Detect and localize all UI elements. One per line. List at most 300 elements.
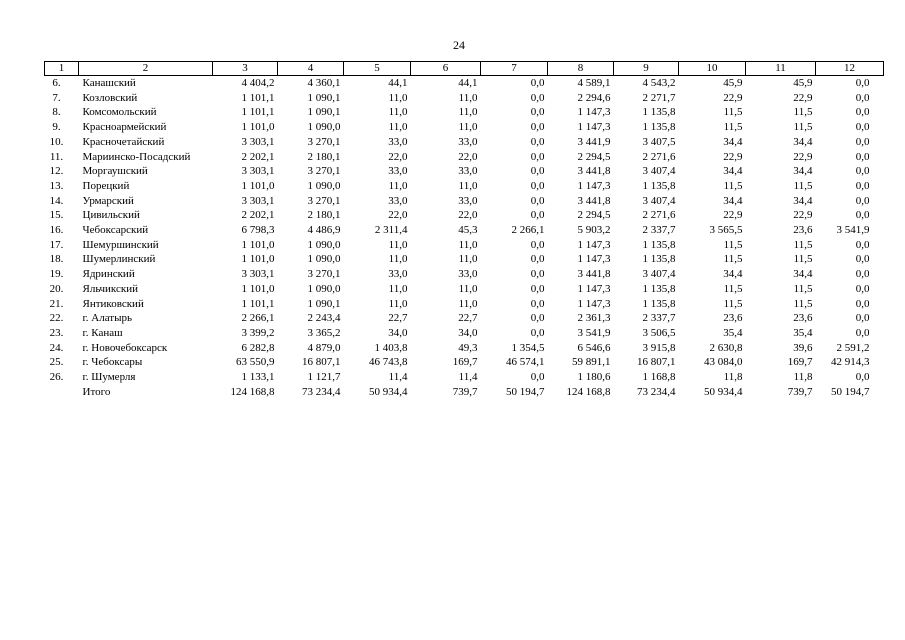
table-row — [45, 311, 884, 326]
value-cell: 11,0 — [458, 253, 478, 266]
value-cell: 4 589,1 — [577, 77, 611, 89]
region-name: г. Канаш — [82, 326, 123, 339]
table-row — [45, 370, 884, 385]
value-cell: 4 404,2 — [241, 77, 275, 89]
value-cell: 2 266,1 — [511, 224, 545, 237]
value-cell: 63 550,9 — [236, 356, 275, 369]
table-row — [45, 194, 884, 209]
value-cell: 11,0 — [388, 121, 408, 134]
value-cell: 11,0 — [458, 297, 478, 310]
table-body — [45, 76, 884, 400]
region-name: Комсомольский — [82, 106, 157, 119]
value-cell: 3 365,2 — [307, 326, 341, 339]
value-cell: 73 234,4 — [637, 385, 676, 398]
value-cell: 59 891,1 — [572, 356, 611, 369]
region-name: Канашский — [82, 77, 136, 89]
value-cell: 4 486,9 — [307, 224, 341, 237]
value-cell: 11,8 — [793, 371, 813, 384]
value-cell: 46 743,8 — [369, 356, 408, 369]
table-row — [45, 76, 884, 91]
value-cell: 3 303,1 — [241, 165, 275, 178]
table-row — [45, 179, 884, 194]
value-cell: 1 135,8 — [642, 297, 676, 310]
value-cell: 0,0 — [855, 150, 870, 163]
value-cell: 0,0 — [530, 326, 545, 339]
value-cell: 2 271,6 — [642, 150, 676, 163]
value-cell: 22,9 — [723, 209, 743, 222]
value-cell: 0,0 — [530, 179, 545, 192]
value-cell: 0,0 — [855, 194, 870, 207]
value-cell: 1 147,3 — [577, 253, 611, 266]
value-cell: 22,9 — [723, 150, 743, 163]
region-name: Ядринский — [82, 268, 135, 281]
value-cell: 22,0 — [458, 150, 478, 163]
value-cell: 2 591,2 — [836, 341, 870, 354]
value-cell: 33,0 — [388, 268, 408, 281]
region-name: Козловский — [82, 91, 138, 104]
value-cell: 50 194,7 — [831, 385, 870, 398]
value-cell: 3 565,5 — [709, 224, 743, 237]
value-cell: 0,0 — [530, 312, 545, 325]
row-number: 10. — [49, 135, 64, 148]
value-cell: 1 135,8 — [642, 106, 676, 119]
value-cell: 33,0 — [458, 268, 478, 281]
value-cell: 2 271,7 — [642, 91, 676, 104]
value-cell: 22,7 — [388, 312, 408, 325]
value-cell: 11,5 — [723, 282, 743, 295]
value-cell: 739,7 — [452, 385, 478, 398]
value-cell: 1 135,8 — [642, 179, 676, 192]
value-cell: 73 234,4 — [302, 385, 341, 398]
region-name: Цивильский — [82, 209, 140, 222]
value-cell: 0,0 — [530, 165, 545, 178]
value-cell: 11,0 — [388, 253, 408, 266]
value-cell: 34,0 — [388, 326, 408, 339]
table-row — [45, 385, 884, 400]
value-cell: 11,0 — [458, 238, 478, 251]
value-cell: 11,5 — [793, 121, 813, 134]
row-number: 20. — [49, 282, 64, 295]
value-cell: 0,0 — [855, 135, 870, 148]
value-cell: 2 294,5 — [577, 209, 611, 222]
value-cell: 2 630,8 — [709, 341, 743, 354]
row-number: 19. — [49, 268, 64, 281]
value-cell: 1 090,0 — [307, 179, 341, 192]
column-header: 10 — [679, 62, 746, 76]
value-cell: 1 101,0 — [241, 238, 275, 251]
row-number: 8. — [52, 106, 61, 119]
value-cell: 11,0 — [388, 106, 408, 119]
value-cell: 1 135,8 — [642, 282, 676, 295]
value-cell: 39,6 — [793, 341, 813, 354]
value-cell: 45,9 — [723, 77, 743, 89]
value-cell: 11,5 — [723, 179, 743, 192]
row-number: 11. — [49, 150, 64, 163]
value-cell: 16 807,1 — [637, 356, 676, 369]
value-cell: 11,5 — [723, 106, 743, 119]
table-row — [45, 267, 884, 282]
value-cell: 0,0 — [855, 312, 870, 325]
region-name: Чебоксарский — [82, 224, 149, 237]
value-cell: 2 180,1 — [307, 150, 341, 163]
value-cell: 22,0 — [458, 209, 478, 222]
table-row — [45, 355, 884, 370]
value-cell: 11,0 — [388, 238, 408, 251]
value-cell: 44,1 — [388, 77, 408, 89]
column-header: 11 — [746, 62, 816, 76]
value-cell: 22,9 — [793, 209, 813, 222]
value-cell: 3 441,9 — [577, 135, 611, 148]
value-cell: 1 090,1 — [307, 91, 341, 104]
value-cell: 11,5 — [793, 282, 813, 295]
value-cell: 3 270,1 — [307, 268, 341, 281]
value-cell: 3 407,4 — [642, 268, 676, 281]
value-cell: 34,4 — [723, 165, 743, 178]
region-name: Красноармейский — [82, 121, 167, 134]
value-cell: 0,0 — [530, 268, 545, 281]
value-cell: 0,0 — [855, 106, 870, 119]
region-name: Яльчикский — [82, 282, 138, 295]
value-cell: 50 934,4 — [704, 385, 743, 398]
value-cell: 23,6 — [793, 224, 813, 237]
value-cell: 1 147,3 — [577, 282, 611, 295]
value-cell: 0,0 — [530, 194, 545, 207]
value-cell: 0,0 — [530, 91, 545, 104]
column-header: 4 — [278, 62, 344, 76]
value-cell: 6 282,8 — [241, 341, 275, 354]
value-cell: 124 168,8 — [566, 385, 611, 398]
value-cell: 0,0 — [855, 91, 870, 104]
value-cell: 1 403,8 — [374, 341, 408, 354]
row-number: 15. — [49, 209, 64, 222]
value-cell: 3 441,8 — [577, 165, 611, 178]
value-cell: 2 180,1 — [307, 209, 341, 222]
value-cell: 4 543,2 — [642, 77, 676, 89]
value-cell: 3 441,8 — [577, 194, 611, 207]
value-cell: 11,0 — [388, 91, 408, 104]
value-cell: 3 407,5 — [642, 135, 676, 148]
region-name: Моргаушский — [82, 165, 148, 178]
value-cell: 1 101,1 — [241, 106, 275, 119]
value-cell: 124 168,8 — [230, 385, 275, 398]
value-cell: 0,0 — [530, 135, 545, 148]
value-cell: 22,9 — [793, 150, 813, 163]
table-row — [45, 223, 884, 238]
value-cell: 44,1 — [458, 77, 478, 89]
value-cell: 0,0 — [855, 165, 870, 178]
value-cell: 2 311,4 — [374, 224, 408, 237]
region-name: г. Чебоксары — [82, 356, 143, 369]
value-cell: 11,0 — [458, 282, 478, 295]
value-cell: 1 147,3 — [577, 238, 611, 251]
column-header: 2 — [79, 62, 213, 76]
value-cell: 2 294,5 — [577, 150, 611, 163]
row-number: 25. — [49, 356, 64, 369]
value-cell: 34,4 — [793, 268, 813, 281]
header-row — [45, 62, 884, 76]
value-cell: 6 798,3 — [241, 224, 275, 237]
data-table — [44, 61, 884, 399]
value-cell: 33,0 — [458, 135, 478, 148]
value-cell: 169,7 — [787, 356, 813, 369]
row-number: 26. — [49, 371, 64, 384]
value-cell: 0,0 — [855, 326, 870, 339]
value-cell: 0,0 — [855, 179, 870, 192]
region-name: г. Шумерля — [82, 371, 136, 384]
value-cell: 0,0 — [855, 77, 870, 89]
value-cell: 0,0 — [530, 282, 545, 295]
column-header: 6 — [411, 62, 481, 76]
value-cell: 0,0 — [530, 209, 545, 222]
region-name: Мариинско-Посадский — [82, 150, 191, 163]
region-name: Янтиковский — [82, 297, 144, 310]
value-cell: 0,0 — [530, 297, 545, 310]
value-cell: 42 914,3 — [831, 356, 870, 369]
value-cell: 11,8 — [723, 371, 743, 384]
column-header: 7 — [481, 62, 548, 76]
value-cell: 169,7 — [452, 356, 478, 369]
value-cell: 3 506,5 — [642, 326, 676, 339]
value-cell: 0,0 — [855, 297, 870, 310]
table-row — [45, 105, 884, 120]
value-cell: 1 147,3 — [577, 106, 611, 119]
value-cell: 1 101,1 — [241, 91, 275, 104]
column-header: 5 — [344, 62, 411, 76]
row-number: 12. — [49, 165, 64, 178]
value-cell: 0,0 — [530, 253, 545, 266]
value-cell: 1 168,8 — [642, 371, 676, 384]
value-cell: 2 294,6 — [577, 91, 611, 104]
value-cell: 22,7 — [458, 312, 478, 325]
table-row — [45, 297, 884, 312]
table-row — [45, 282, 884, 297]
value-cell: 1 135,8 — [642, 253, 676, 266]
value-cell: 2 266,1 — [241, 312, 275, 325]
row-number — [45, 385, 79, 400]
value-cell: 11,0 — [458, 121, 478, 134]
value-cell: 34,4 — [723, 194, 743, 207]
value-cell: 11,5 — [723, 253, 743, 266]
row-number: 17. — [49, 238, 64, 251]
region-name: Итого — [82, 385, 111, 398]
value-cell: 1 090,1 — [307, 106, 341, 119]
column-header: 12 — [816, 62, 884, 76]
row-number: 13. — [49, 179, 64, 192]
value-cell: 22,9 — [793, 91, 813, 104]
value-cell: 1 135,8 — [642, 121, 676, 134]
value-cell: 1 101,0 — [241, 179, 275, 192]
value-cell: 11,5 — [723, 238, 743, 251]
value-cell: 0,0 — [855, 371, 870, 384]
row-number: 16. — [49, 224, 64, 237]
value-cell: 11,5 — [793, 297, 813, 310]
value-cell: 34,4 — [723, 268, 743, 281]
value-cell: 6 546,6 — [577, 341, 611, 354]
value-cell: 34,4 — [723, 135, 743, 148]
value-cell: 2 337,7 — [642, 312, 676, 325]
value-cell: 16 807,1 — [302, 356, 341, 369]
value-cell: 3 270,1 — [307, 165, 341, 178]
value-cell: 33,0 — [388, 165, 408, 178]
value-cell: 33,0 — [388, 194, 408, 207]
table-row — [45, 326, 884, 341]
value-cell: 1 090,1 — [307, 297, 341, 310]
value-cell: 22,0 — [388, 209, 408, 222]
value-cell: 3 303,1 — [241, 194, 275, 207]
region-name: Красночетайский — [82, 135, 165, 148]
value-cell: 23,6 — [793, 312, 813, 325]
value-cell: 0,0 — [530, 106, 545, 119]
value-cell: 1 354,5 — [511, 341, 545, 354]
value-cell: 34,4 — [793, 135, 813, 148]
value-cell: 1 101,0 — [241, 121, 275, 134]
table-row — [45, 238, 884, 253]
region-name: г. Алатырь — [82, 312, 133, 325]
row-number: 7. — [52, 91, 61, 104]
value-cell: 1 147,3 — [577, 297, 611, 310]
value-cell: 35,4 — [793, 326, 813, 339]
value-cell: 4 360,1 — [307, 77, 341, 89]
value-cell: 11,5 — [723, 297, 743, 310]
value-cell: 0,0 — [855, 282, 870, 295]
value-cell: 1 090,0 — [307, 282, 341, 295]
value-cell: 3 303,1 — [241, 268, 275, 281]
value-cell: 11,4 — [388, 371, 408, 384]
value-cell: 46 574,1 — [506, 356, 545, 369]
value-cell: 33,0 — [458, 165, 478, 178]
value-cell: 34,0 — [458, 326, 478, 339]
row-number: 9. — [52, 121, 61, 134]
value-cell: 1 101,0 — [241, 253, 275, 266]
value-cell: 22,9 — [723, 91, 743, 104]
value-cell: 1 133,1 — [241, 371, 275, 384]
value-cell: 1 121,7 — [307, 371, 341, 384]
value-cell: 11,5 — [723, 121, 743, 134]
row-number: 18. — [49, 253, 64, 266]
table-row — [45, 135, 884, 150]
value-cell: 45,9 — [793, 77, 813, 89]
value-cell: 2 337,7 — [642, 224, 676, 237]
value-cell: 11,0 — [388, 282, 408, 295]
value-cell: 1 090,0 — [307, 121, 341, 134]
region-name: Порецкий — [82, 179, 130, 192]
value-cell: 11,0 — [458, 179, 478, 192]
value-cell: 0,0 — [855, 253, 870, 266]
value-cell: 2 361,3 — [577, 312, 611, 325]
value-cell: 0,0 — [855, 238, 870, 251]
value-cell: 2 202,1 — [241, 150, 275, 163]
column-header: 3 — [213, 62, 278, 76]
value-cell: 23,6 — [723, 312, 743, 325]
page-number: 24 — [453, 38, 465, 52]
value-cell: 50 934,4 — [369, 385, 408, 398]
value-cell: 45,3 — [458, 224, 478, 237]
table-row — [45, 341, 884, 356]
value-cell: 3 303,1 — [241, 135, 275, 148]
value-cell: 0,0 — [855, 209, 870, 222]
value-cell: 11,5 — [793, 253, 813, 266]
value-cell: 3 541,9 — [836, 224, 870, 237]
value-cell: 0,0 — [855, 121, 870, 134]
value-cell: 0,0 — [530, 238, 545, 251]
region-name: Шемуршинский — [82, 238, 159, 251]
value-cell: 11,0 — [458, 106, 478, 119]
column-header: 1 — [45, 62, 79, 76]
value-cell: 1 101,0 — [241, 282, 275, 295]
table-row — [45, 150, 884, 165]
value-cell: 3 441,8 — [577, 268, 611, 281]
value-cell: 11,5 — [793, 179, 813, 192]
row-number: 24. — [49, 341, 64, 354]
region-name: Урмарский — [82, 194, 134, 207]
value-cell: 49,3 — [458, 341, 478, 354]
value-cell: 33,0 — [458, 194, 478, 207]
value-cell: 1 090,0 — [307, 253, 341, 266]
value-cell: 2 243,4 — [307, 312, 341, 325]
value-cell: 2 202,1 — [241, 209, 275, 222]
value-cell: 11,4 — [458, 371, 478, 384]
column-header: 8 — [548, 62, 614, 76]
value-cell: 0,0 — [530, 77, 545, 89]
value-cell: 11,0 — [388, 179, 408, 192]
value-cell: 11,0 — [388, 297, 408, 310]
value-cell: 11,5 — [793, 106, 813, 119]
table-row — [45, 120, 884, 135]
table-row — [45, 164, 884, 179]
value-cell: 50 194,7 — [506, 385, 545, 398]
value-cell: 3 270,1 — [307, 194, 341, 207]
value-cell: 0,0 — [530, 150, 545, 163]
table-row — [45, 91, 884, 106]
row-number: 21. — [49, 297, 64, 310]
value-cell: 11,5 — [793, 238, 813, 251]
region-name: г. Новочебоксарск — [82, 341, 168, 354]
value-cell: 0,0 — [855, 268, 870, 281]
value-cell: 22,0 — [388, 150, 408, 163]
row-number: 23. — [49, 326, 64, 339]
value-cell: 3 541,9 — [577, 326, 611, 339]
value-cell: 11,0 — [458, 91, 478, 104]
value-cell: 1 135,8 — [642, 238, 676, 251]
value-cell: 3 915,8 — [642, 341, 676, 354]
value-cell: 3 407,4 — [642, 165, 676, 178]
region-name: Шумерлинский — [82, 253, 156, 266]
row-number: 14. — [49, 194, 64, 207]
value-cell: 1 147,3 — [577, 179, 611, 192]
row-number: 22. — [49, 312, 64, 325]
value-cell: 2 271,6 — [642, 209, 676, 222]
value-cell: 3 407,4 — [642, 194, 676, 207]
value-cell: 43 084,0 — [704, 356, 743, 369]
value-cell: 1 180,6 — [577, 371, 611, 384]
value-cell: 35,4 — [723, 326, 743, 339]
value-cell: 5 903,2 — [577, 224, 611, 237]
value-cell: 3 270,1 — [307, 135, 341, 148]
table-row — [45, 208, 884, 223]
table-row — [45, 252, 884, 267]
value-cell: 1 101,1 — [241, 297, 275, 310]
value-cell: 0,0 — [530, 121, 545, 134]
value-cell: 34,4 — [793, 194, 813, 207]
value-cell: 3 399,2 — [241, 326, 275, 339]
value-cell: 34,4 — [793, 165, 813, 178]
row-number: 6. — [52, 77, 61, 89]
value-cell: 1 147,3 — [577, 121, 611, 134]
value-cell: 1 090,0 — [307, 238, 341, 251]
value-cell: 739,7 — [787, 385, 813, 398]
value-cell: 33,0 — [388, 135, 408, 148]
column-header: 9 — [614, 62, 679, 76]
